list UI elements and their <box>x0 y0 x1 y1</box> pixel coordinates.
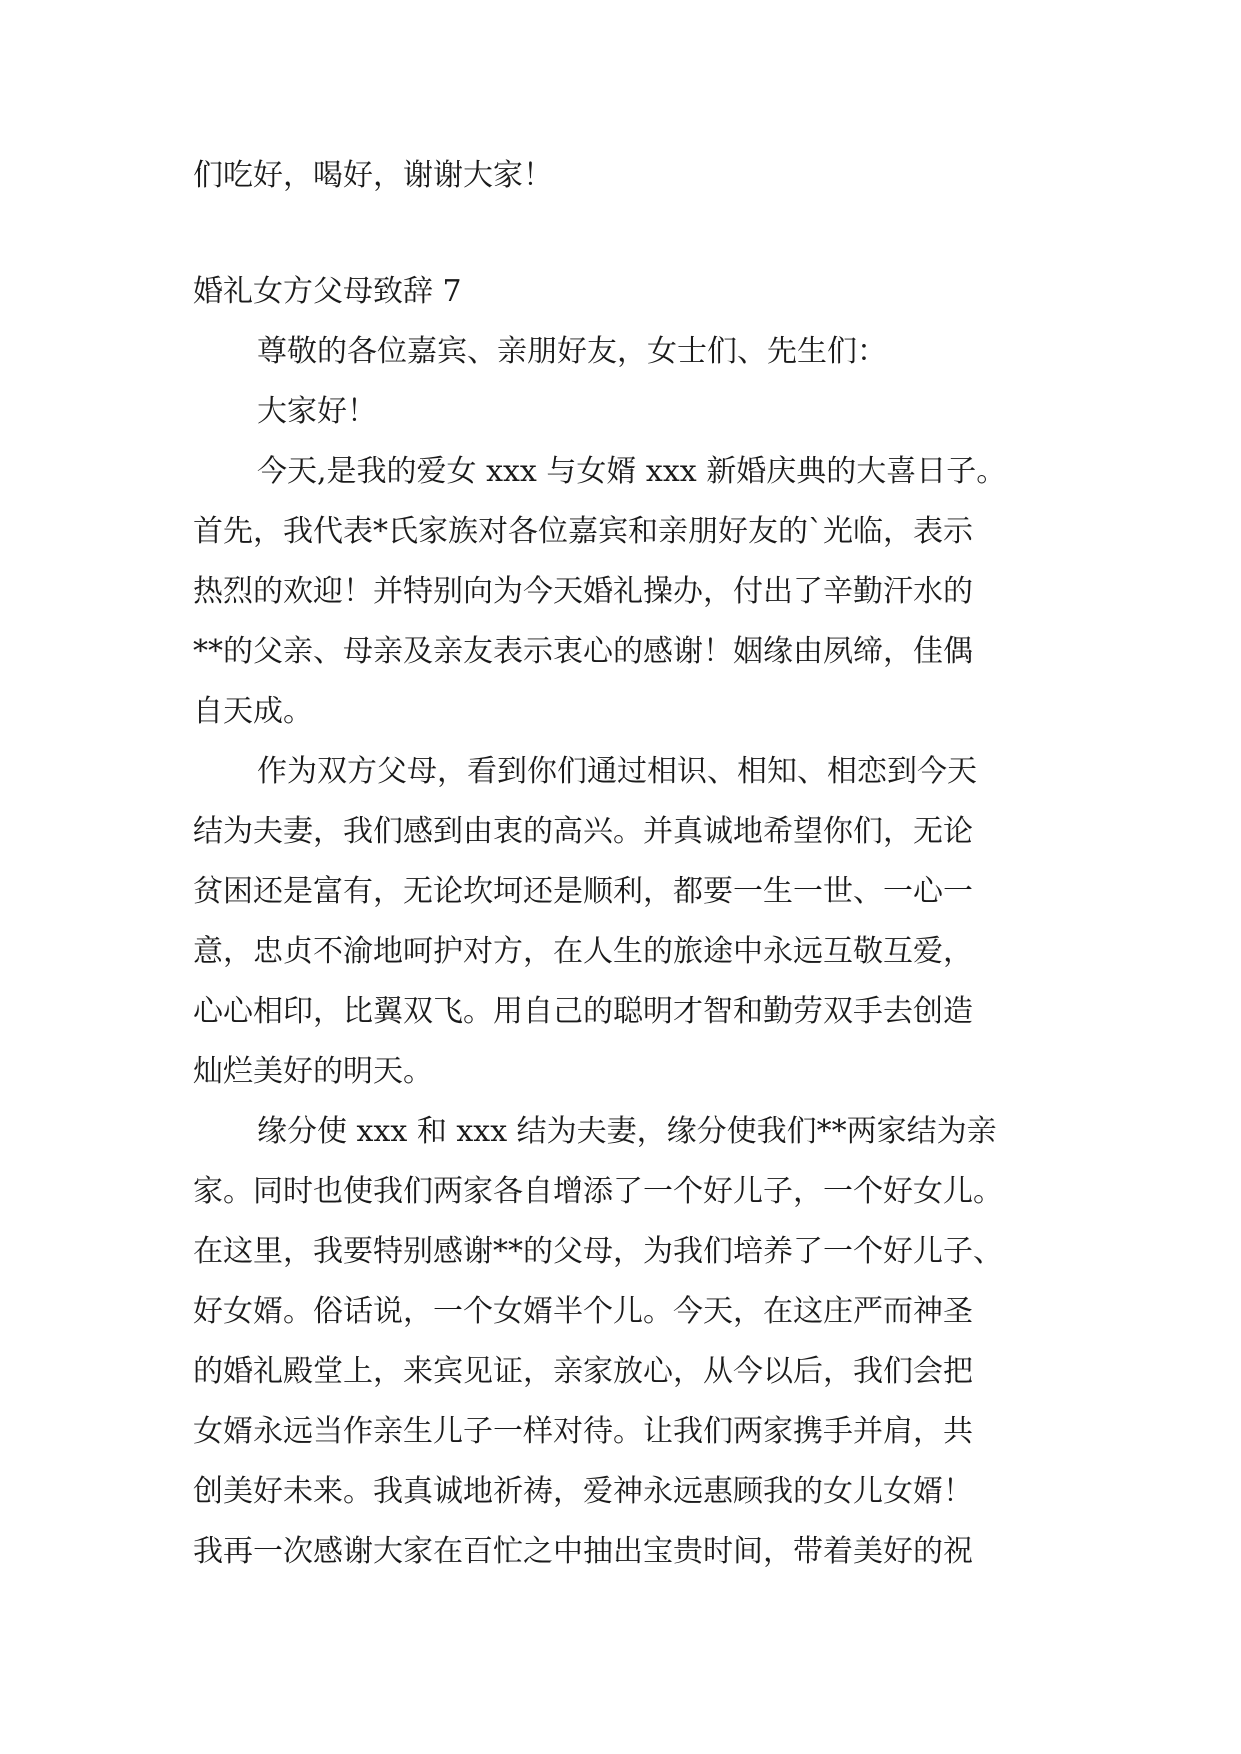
paragraph-line: 的婚礼殿堂上，来宾见证，亲家放心，从今以后，我们会把 <box>193 1354 973 1389</box>
section-title: 婚礼女方父母致辞 7 <box>193 274 462 309</box>
paragraph-line: 好女婿。俗话说，一个女婿半个儿。今天，在这庄严而神圣 <box>193 1294 973 1329</box>
salutation: 尊敬的各位嘉宾、亲朋好友，女士们、先生们： <box>257 334 887 369</box>
paragraph-line: 贫困还是富有，无论坎坷还是顺利，都要一生一世、一心一 <box>193 874 973 909</box>
paragraph-line: 结为夫妻，我们感到由衷的高兴。并真诚地希望你们，无论 <box>193 814 973 849</box>
salutation-paragraph <box>193 322 1053 442</box>
paragraph-line: 家。同时也使我们两家各自增添了一个好儿子，一个好女儿。 <box>193 1174 1003 1209</box>
paragraph-line: 热烈的欢迎！并特别向为今天婚礼操办，付出了辛勤汗水的 <box>193 574 973 609</box>
paragraph-3 <box>193 1102 1053 1582</box>
paragraph-line: 女婿永远当作亲生儿子一样对待。让我们两家携手并肩，共 <box>193 1414 973 1449</box>
paragraph-line: 创美好未来。我真诚地祈祷，爱神永远惠顾我的女儿女婿！ <box>193 1474 973 1509</box>
greeting: 大家好！ <box>257 394 377 429</box>
paragraph-line: 在这里，我要特别感谢**的父母，为我们培养了一个好儿子、 <box>193 1234 1003 1269</box>
paragraph-line: 自天成。 <box>193 694 313 729</box>
paragraph-line: 灿烂美好的明天。 <box>193 1054 433 1089</box>
paragraph-line: 心心相印，比翼双飞。用自己的聪明才智和勤劳双手去创造 <box>193 994 973 1029</box>
document-body <box>193 156 1053 1582</box>
paragraph-line: 缘分使 xxx 和 xxx 结为夫妻，缘分使我们**两家结为亲 <box>257 1114 997 1149</box>
paragraph-line: 首先，我代表*氏家族对各位嘉宾和亲朋好友的`光临，表示 <box>193 514 973 549</box>
paragraph-line: **的父亲、母亲及亲友表示衷心的感谢！姻缘由夙缔，佳偶 <box>193 634 973 669</box>
paragraph-2 <box>193 742 1053 1102</box>
paragraph-1 <box>193 442 1053 742</box>
paragraph-line: 作为双方父母，看到你们通过相识、相知、相恋到今天 <box>257 754 977 789</box>
continuation-line: 们吃好，喝好，谢谢大家！ <box>193 158 553 193</box>
paragraph-line: 意，忠贞不渝地呵护对方，在人生的旅途中永远互敬互爱， <box>193 934 973 969</box>
paragraph-line: 我再一次感谢大家在百忙之中抽出宝贵时间，带着美好的祝 <box>193 1534 973 1569</box>
paragraph-line: 今天,是我的爱女 xxx 与女婿 xxx 新婚庆典的大喜日子。 <box>257 454 1007 489</box>
